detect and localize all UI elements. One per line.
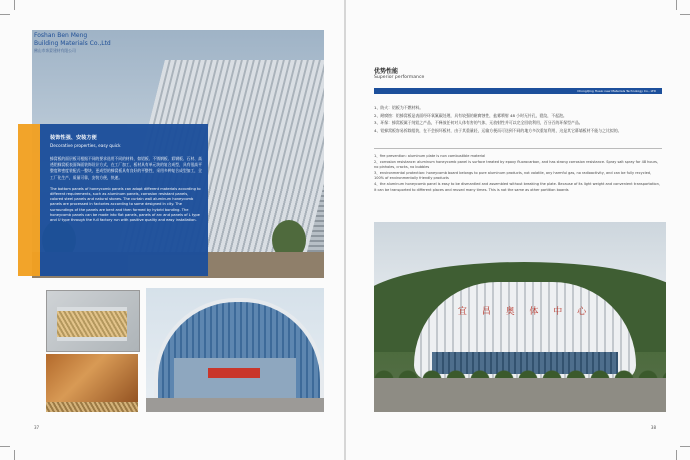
section-title-en: Superior performance bbox=[374, 75, 425, 80]
stadium-sign: 宜 昌 奥 体 中 心 bbox=[457, 307, 593, 317]
section-title-cn: 优势性能 bbox=[374, 68, 399, 75]
panel-title-en: Decorative properties, easy quick bbox=[50, 143, 121, 148]
crop-mark bbox=[680, 446, 690, 447]
list-item: 1、防火：铝板为不燃材料。 bbox=[374, 105, 424, 110]
left-page bbox=[0, 0, 344, 460]
crop-mark bbox=[676, 0, 677, 10]
panel-desc-en: The bottom panels of honeycomb panels can adopt different materials according to different requirements, such as aluminum panels, corrosion resistant panels, colored steel panels and natural stones. The curtain wall aluminum honeycomb panels are processed in factories according to some designed in city. The surroundings of the panels are bent and then formed by hybrid bonding. The honeycomb panels can be made into flat panels, panels of arc and panels of L type and U type through the full factory run with positive quality and easy installation. bbox=[50, 186, 201, 223]
crop-mark bbox=[0, 446, 10, 447]
list-item: 1、fire prevention: aluminum plate is non combustible material bbox=[374, 154, 486, 158]
feature-panel bbox=[22, 124, 208, 276]
page-number-right: 38 bbox=[650, 425, 656, 430]
honeycomb-panel-photo bbox=[46, 290, 140, 352]
panel-title-cn: 装饰性强、安装方便 bbox=[50, 135, 97, 141]
advantages-list-cn bbox=[374, 104, 662, 134]
crop-mark bbox=[676, 450, 677, 460]
company-name-en: Foshan Ben Meng Building Materials Co.,Ltd bbox=[34, 32, 111, 47]
stadium-photo bbox=[374, 222, 666, 412]
list-item: 3、环保：蜂窝板属于纯铝之产品，不释放任何对人体有害的气体，无放射性并可以完全回收利用，百分百的环保型产品。 bbox=[374, 120, 583, 126]
list-item: 4、the aluminum honeycomb panel is easy to be dismantled and assembled without breaking the plate. Because of its light weight and convenient transportation, it can be transported to different places and reused many times. This is not the same as other partition boards bbox=[374, 181, 660, 192]
list-item: 2、corrosion resistance: aluminum honeycomb panel is surface treated by epoxy fluorocarbon, and has strong corrosion resistance. Spray salt spray for 48 hours, no pinholes, cracks, no bubbles bbox=[374, 159, 659, 170]
divider bbox=[374, 148, 662, 149]
stone-honeycomb-photo bbox=[46, 354, 138, 412]
station-building-photo bbox=[146, 288, 324, 412]
list-item: 2、耐腐蚀：铝蜂窝板是表面经环氧氟碳处理，具有较强的耐腐蚀性，盐雾喷射 48 小时无针孔，裂纹，不起泡。 bbox=[374, 112, 567, 118]
crop-mark bbox=[14, 0, 15, 10]
header-bar bbox=[374, 88, 662, 94]
advantages-list-en bbox=[374, 154, 662, 193]
crop-mark bbox=[680, 14, 690, 15]
crop-mark bbox=[0, 14, 10, 15]
crop-mark bbox=[14, 450, 15, 460]
accent-bar bbox=[18, 124, 40, 276]
company-name-cn: 佛山市奔蒙建材有限公司 bbox=[34, 48, 76, 53]
list-item: 4、铝蜂窝板容易拆除组装，在不会损坏板材，由于其重量轻，运输方便而可送到不同的地方多次重复利用，这是其它幕墙板材不能与之比拟的。 bbox=[374, 127, 622, 133]
page-number-left: 37 bbox=[34, 425, 40, 430]
right-page bbox=[346, 0, 690, 460]
header-bar-text: ChongQing HuaLi new Materials Technology Co., LTD bbox=[577, 89, 656, 93]
list-item: 3、environmental protection: honeycomb board belongs to pure aluminum products, not volatile, any harmful gas, no radioactivity, and can be fully recycled, 100% of environmentally friendly products bbox=[374, 170, 652, 181]
panel-desc-cn: 蜂窝板的面层板可根据不同的要求选用不同的材料，如铝板、不锈钢板、彩钢板、石材、高透铝蜂窝板表面饰面装饰设计方式，在工厂加工，板材具有单元块的复合成型，具有很高平整度和密度装配式一整块，更成型的蜂窝板具有良好的平整性，采用多种复合成型加工，全工厂化生产，质量可靠，安装方便，快速。 bbox=[50, 156, 202, 180]
